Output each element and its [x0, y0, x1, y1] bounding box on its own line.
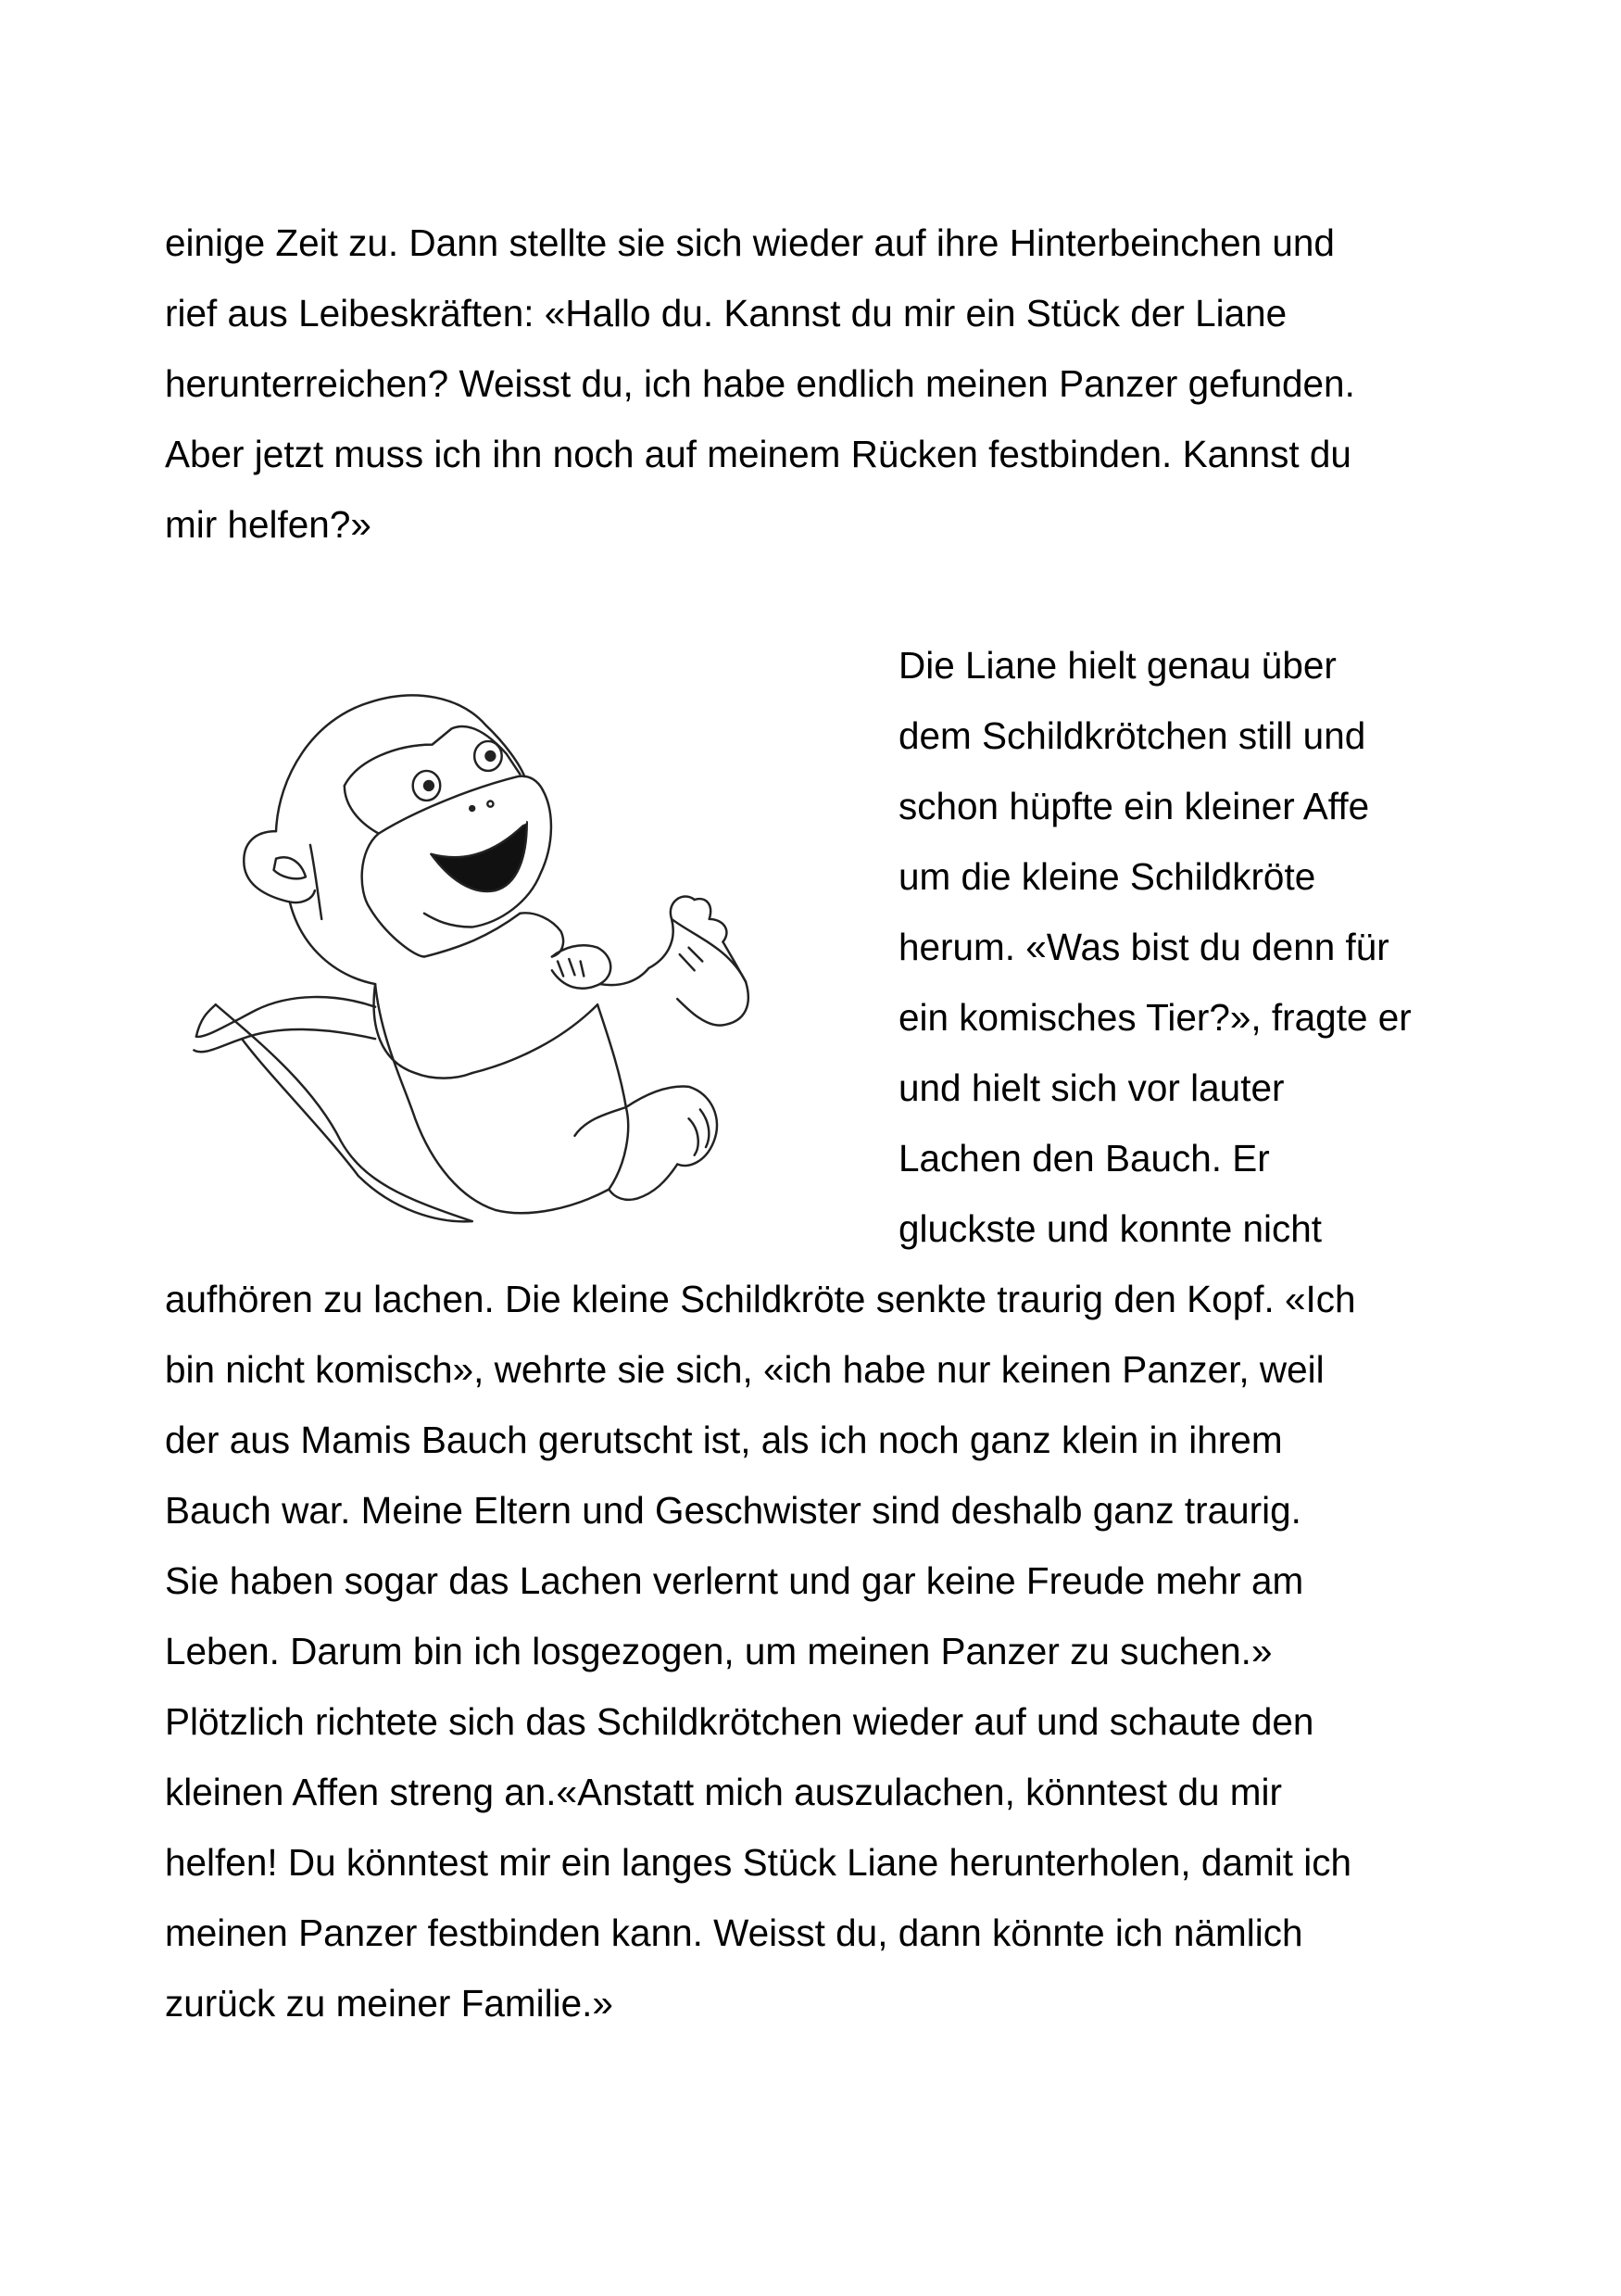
text-line: mir helfen?» [165, 503, 371, 546]
text-line: um die kleine Schildkröte [898, 855, 1316, 898]
text-line: herunterreichen? Weisst du, ich habe endlich meinen Panzer gefunden. [165, 362, 1355, 405]
text-line: Sie haben sogar das Lachen verlernt und gar keine Freude mehr am [165, 1559, 1304, 1602]
text-line: bin nicht komisch», wehrte sie sich, «ich habe nur keinen Panzer, weil [165, 1348, 1325, 1391]
text-line: helfen! Du könntest mir ein langes Stück Liane herunterholen, damit ich [165, 1841, 1351, 1884]
text-line: dem Schildkrötchen still und [898, 714, 1366, 757]
text-line: Bauch war. Meine Eltern und Geschwister sind deshalb ganz traurig. [165, 1489, 1301, 1532]
text-line: aufhören zu lachen. Die kleine Schildkröte senkte traurig den Kopf. «Ich [165, 1278, 1356, 1320]
text-line: Lachen den Bauch. Er [898, 1137, 1270, 1180]
text-line: rief aus Leibeskräften: «Hallo du. Kannst du mir ein Stück der Liane [165, 292, 1288, 334]
text-line: Aber jetzt muss ich ihn noch auf meinem Rücken festbinden. Kannst du [165, 433, 1351, 475]
text-line: zurück zu meiner Familie.» [165, 1982, 613, 2025]
text-line: gluckste und konnte nicht [898, 1207, 1323, 1250]
text-line: Plötzlich richtete sich das Schildkrötchen wieder auf und schaute den [165, 1700, 1314, 1743]
text-line: der aus Mamis Bauch gerutscht ist, als ich noch ganz klein in ihrem [165, 1419, 1283, 1461]
text-line: Die Liane hielt genau über [898, 644, 1337, 687]
monkey-icon [159, 662, 808, 1255]
text-line: ein komisches Tier?», fragte er [898, 996, 1412, 1039]
text-line: und hielt sich vor lauter [898, 1066, 1285, 1109]
text-line: meinen Panzer festbinden kann. Weisst du, dann könnte ich nämlich [165, 1911, 1303, 1954]
monkey-illustration [159, 662, 808, 1255]
text-line: einige Zeit zu. Dann stellte sie sich wieder auf ihre Hinterbeinchen und [165, 221, 1335, 264]
text-line: kleinen Affen streng an.«Anstatt mich auszulachen, könntest du mir [165, 1771, 1282, 1813]
text-line: schon hüpfte ein kleiner Affe [898, 785, 1370, 827]
text-line: Leben. Darum bin ich losgezogen, um meinen Panzer zu suchen.» [165, 1630, 1273, 1672]
text-line: herum. «Was bist du denn für [898, 926, 1389, 968]
